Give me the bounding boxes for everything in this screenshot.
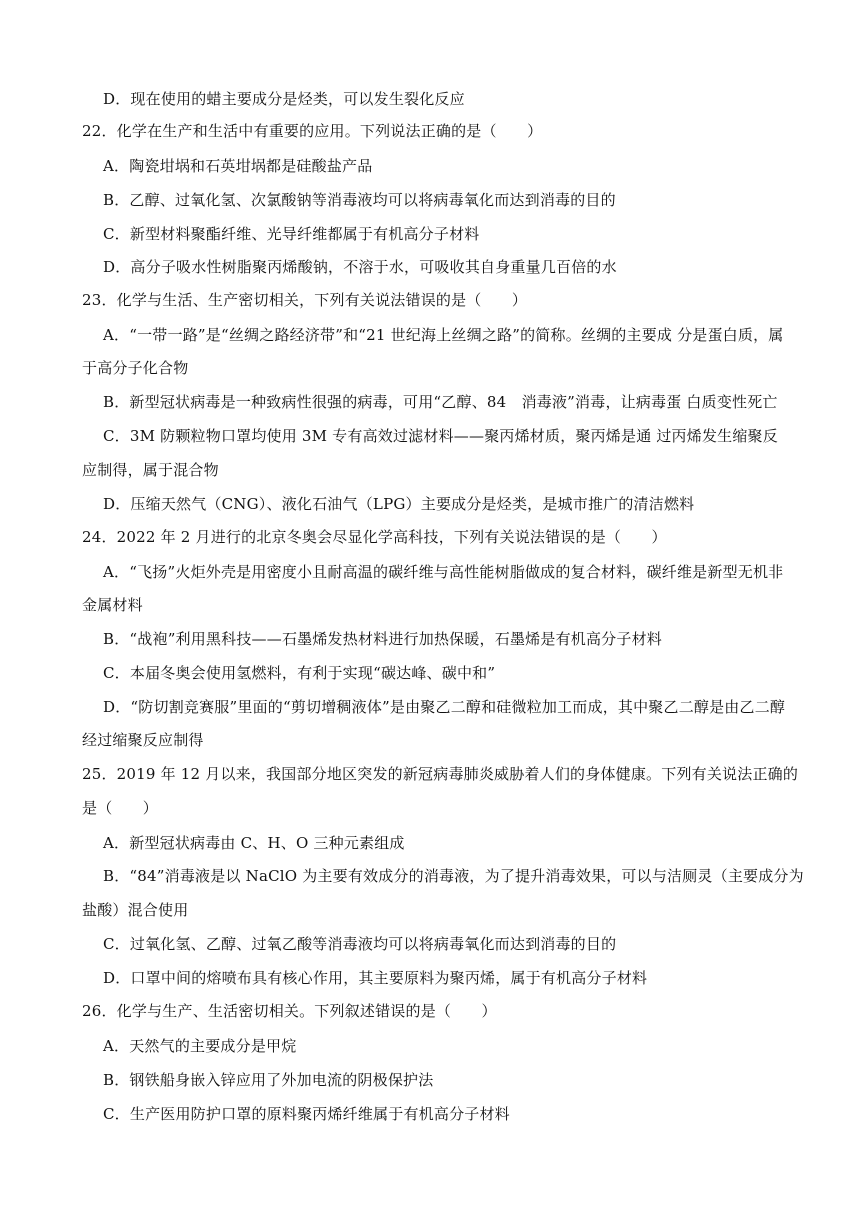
q24-option-c: C．本届冬奥会使用氢燃料，有利于实现“碳达峰、碳中和” [103, 664, 496, 682]
q22-stem: 22．化学在生产和生活中有重要的应用。下列说法正确的是（ ） [82, 122, 543, 140]
q24-option-a-cont: 金属材料 [82, 596, 143, 614]
q23-option-c: C．3M 防颗粒物口罩均使用 3M 专有高效过滤材料——聚丙烯材质，聚丙烯是通 过丙烯发生缩聚反 [103, 427, 778, 445]
q25-stem-cont: 是（ ） [82, 799, 159, 817]
q26-stem: 26．化学与生产、生活密切相关。下列叙述错误的是（ ） [82, 1002, 497, 1020]
q21-option-d: D．现在使用的蜡主要成分是烃类，可以发生裂化反应 [103, 90, 465, 108]
q22-option-d: D．高分子吸水性树脂聚丙烯酸钠，不溶于水，可吸收其自身重量几百倍的水 [103, 258, 617, 276]
q24-option-a: A．“飞扬”火炬外壳是用密度小且耐高温的碳纤维与高性能树脂做成的复合材料，碳纤维是新型无机非 [103, 563, 784, 581]
q25-option-a: A．新型冠状病毒由 C、H、O 三种元素组成 [103, 834, 405, 852]
q25-stem: 25．2019 年 12 月以来，我国部分地区突发的新冠病毒肺炎威胁着人们的身体健康。下列有关说法正确的 [82, 765, 799, 783]
q22-option-c: C．新型材料聚酯纤维、光导纤维都属于有机高分子材料 [103, 225, 480, 243]
q23-option-b: B．新型冠状病毒是一种致病性很强的病毒，可用“乙醇、84 消毒液”消毒，让病毒蛋 白质变性死亡 [103, 393, 778, 411]
q24-option-d: D．“防切割竞赛服”里面的“剪切增稠液体”是由聚乙二醇和硅微粒加工而成，其中聚乙二醇是由乙二醇 [103, 698, 786, 716]
q22-option-b: B．乙醇、过氧化氢、次氯酸钠等消毒液均可以将病毒氧化而达到消毒的目的 [103, 191, 616, 209]
q24-stem: 24．2022 年 2 月进行的北京冬奥会尽显化学高科技，下列有关说法错误的是（ ） [82, 528, 667, 546]
q23-option-a: A．“一带一路”是“丝绸之路经济带”和“21 世纪海上丝绸之路”的简称。丝绸的主要成 分是蛋白质，属 [103, 326, 784, 344]
q25-option-b-cont: 盐酸）混合使用 [82, 901, 189, 919]
q25-option-b: B．“84”消毒液是以 NaClO 为主要有效成分的消毒液，为了提升消毒效果，可以与洁厕灵（主要成分为 [103, 867, 804, 885]
q26-option-b: B．钢铁船身嵌入锌应用了外加电流的阴极保护法 [103, 1071, 434, 1089]
q23-stem: 23．化学与生活、生产密切相关，下列有关说法错误的是（ ） [82, 291, 528, 309]
q23-option-a-cont: 于高分子化合物 [82, 359, 189, 377]
q26-option-c: C．生产医用防护口罩的原料聚丙烯纤维属于有机高分子材料 [103, 1105, 510, 1123]
q22-option-a: A．陶瓷坩埚和石英坩埚都是硅酸盐产品 [103, 157, 373, 175]
q23-option-d: D．压缩天然气（CNG）、液化石油气（LPG）主要成分是烃类，是城市推广的清洁燃料 [103, 495, 695, 513]
q24-option-b: B．“战袍”利用黑科技——石墨烯发热材料进行加热保暖，石墨烯是有机高分子材料 [103, 630, 662, 648]
q26-option-a: A．天然气的主要成分是甲烷 [103, 1037, 297, 1055]
q24-option-d-cont: 经过缩聚反应制得 [82, 731, 204, 749]
q25-option-d: D．口罩中间的熔喷布具有核心作用，其主要原料为聚丙烯，属于有机高分子材料 [103, 969, 648, 987]
q23-option-c-cont: 应制得，属于混合物 [82, 461, 219, 479]
q25-option-c: C．过氧化氢、乙醇、过氧乙酸等消毒液均可以将病毒氧化而达到消毒的目的 [103, 935, 617, 953]
